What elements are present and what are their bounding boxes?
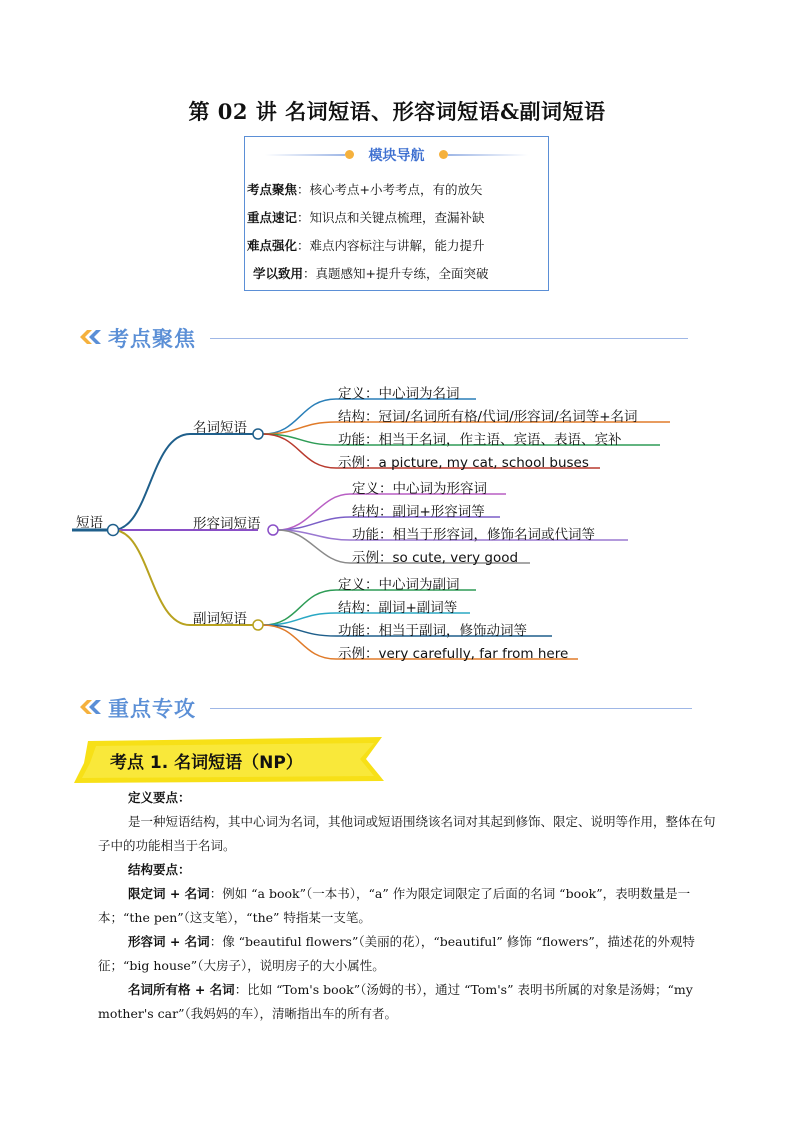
nav-title: 模块导航 (368, 148, 425, 164)
definition-heading-text: 定义要点： (128, 790, 191, 805)
mindmap-branch-adj: 形容词短语 (193, 516, 261, 532)
topic-banner-title: 考点 1. 名词短语（NP） (110, 753, 303, 773)
module-nav-box (244, 136, 549, 291)
nav-row-label: 难点强化 (247, 238, 298, 253)
double-chevron-icon (78, 697, 104, 717)
mindmap-leaf: 结构：副词+副词等 (338, 600, 458, 616)
structure-item-label: 名词所有格 + 名词 (128, 982, 235, 997)
mindmap-leaf: 结构：副词+形容词等 (352, 504, 485, 520)
structure-item (98, 930, 722, 978)
section-divider (210, 338, 688, 339)
nav-row-label: 考点聚焦 (247, 182, 298, 197)
double-chevron-icon (78, 327, 104, 347)
structure-item-label: 形容词 + 名词 (128, 934, 210, 949)
mindmap-leaf: 示例：very carefully, far from here (338, 646, 569, 662)
nav-row-label: 学以致用 (253, 266, 304, 281)
mindmap-leaf: 定义：中心词为副词 (338, 577, 460, 593)
nav-row (247, 208, 485, 226)
nav-row (247, 236, 485, 254)
nav-row (247, 180, 483, 198)
definition-text: 是一种短语结构，其中心词为名词，其他词或短语围绕该名词对其起到修饰、限定、说明等作用，整体在句子中的功能相当于名词。 (98, 814, 716, 853)
mindmap-leaf: 定义：中心词为形容词 (352, 481, 487, 497)
nav-row-text: ：知识点和关键点梳理，查漏补缺 (297, 210, 485, 225)
structure-item (98, 882, 722, 930)
mindmap-root: 短语 (76, 515, 103, 531)
mindmap-leaf: 功能：相当于形容词，修饰名词或代词等 (352, 527, 595, 543)
structure-item-text: ：像 “beautiful flowers”（美丽的花），“beautiful” 修饰 “flowers”，描述花的外观特征；“big house”（大房子），说明房子的大小属性。 (98, 934, 695, 973)
mindmap-leaf: 定义：中心词为名词 (338, 386, 460, 402)
mindmap-leaf: 示例：so cute, very good (352, 550, 519, 566)
nav-header (245, 145, 548, 165)
definition-heading (128, 786, 191, 810)
mindmap-leaf: 功能：相当于名词，作主语、宾语、表语、宾补 (338, 432, 622, 448)
structure-heading-text: 结构要点： (128, 862, 191, 877)
section-divider (210, 708, 692, 709)
section-title: 重点专攻 (108, 697, 196, 721)
mindmap-leaf: 功能：相当于副词，修饰动词等 (338, 623, 527, 639)
nav-row-text: ：难点内容标注与讲解，能力提升 (297, 238, 485, 253)
mindmap-branch-adv: 副词短语 (193, 611, 247, 627)
structure-item-label: 限定词 + 名词 (128, 886, 210, 901)
nav-divider-right (448, 154, 528, 156)
mindmap-branch-noun: 名词短语 (193, 420, 247, 436)
nav-row-text: ：真题感知+提升专练，全面突破 (303, 266, 489, 281)
nav-row (253, 264, 489, 282)
mindmap (0, 370, 794, 670)
nav-row-text: ：核心考点+小考考点，有的放矢 (297, 182, 483, 197)
nav-dot-right-icon (439, 150, 448, 159)
structure-item (98, 978, 722, 1026)
mindmap-leaf: 示例：a picture, my cat, school buses (338, 455, 589, 471)
nav-row-label: 重点速记 (247, 210, 298, 225)
page-title: 第 02 讲 名词短语、形容词短语&副词短语 (188, 99, 606, 124)
structure-item-text: ：例如 “a book”（一本书），“a” 作为限定词限定了后面的名词 “book”，表明数量是一本；“the pen”（这支笔），“the” 特指某一支笔。 (98, 886, 691, 925)
structure-item-text: ：比如 “Tom's book”（汤姆的书），通过 “Tom's” 表明书所属的对象是汤姆；“my mother's car”（我妈妈的车），清晰指出车的所有者。 (98, 982, 693, 1021)
mindmap-leaf: 结构：冠词/名词所有格/代词/形容词/名词等+名词 (338, 409, 638, 425)
section-title: 考点聚焦 (108, 327, 196, 351)
structure-heading (128, 858, 191, 882)
